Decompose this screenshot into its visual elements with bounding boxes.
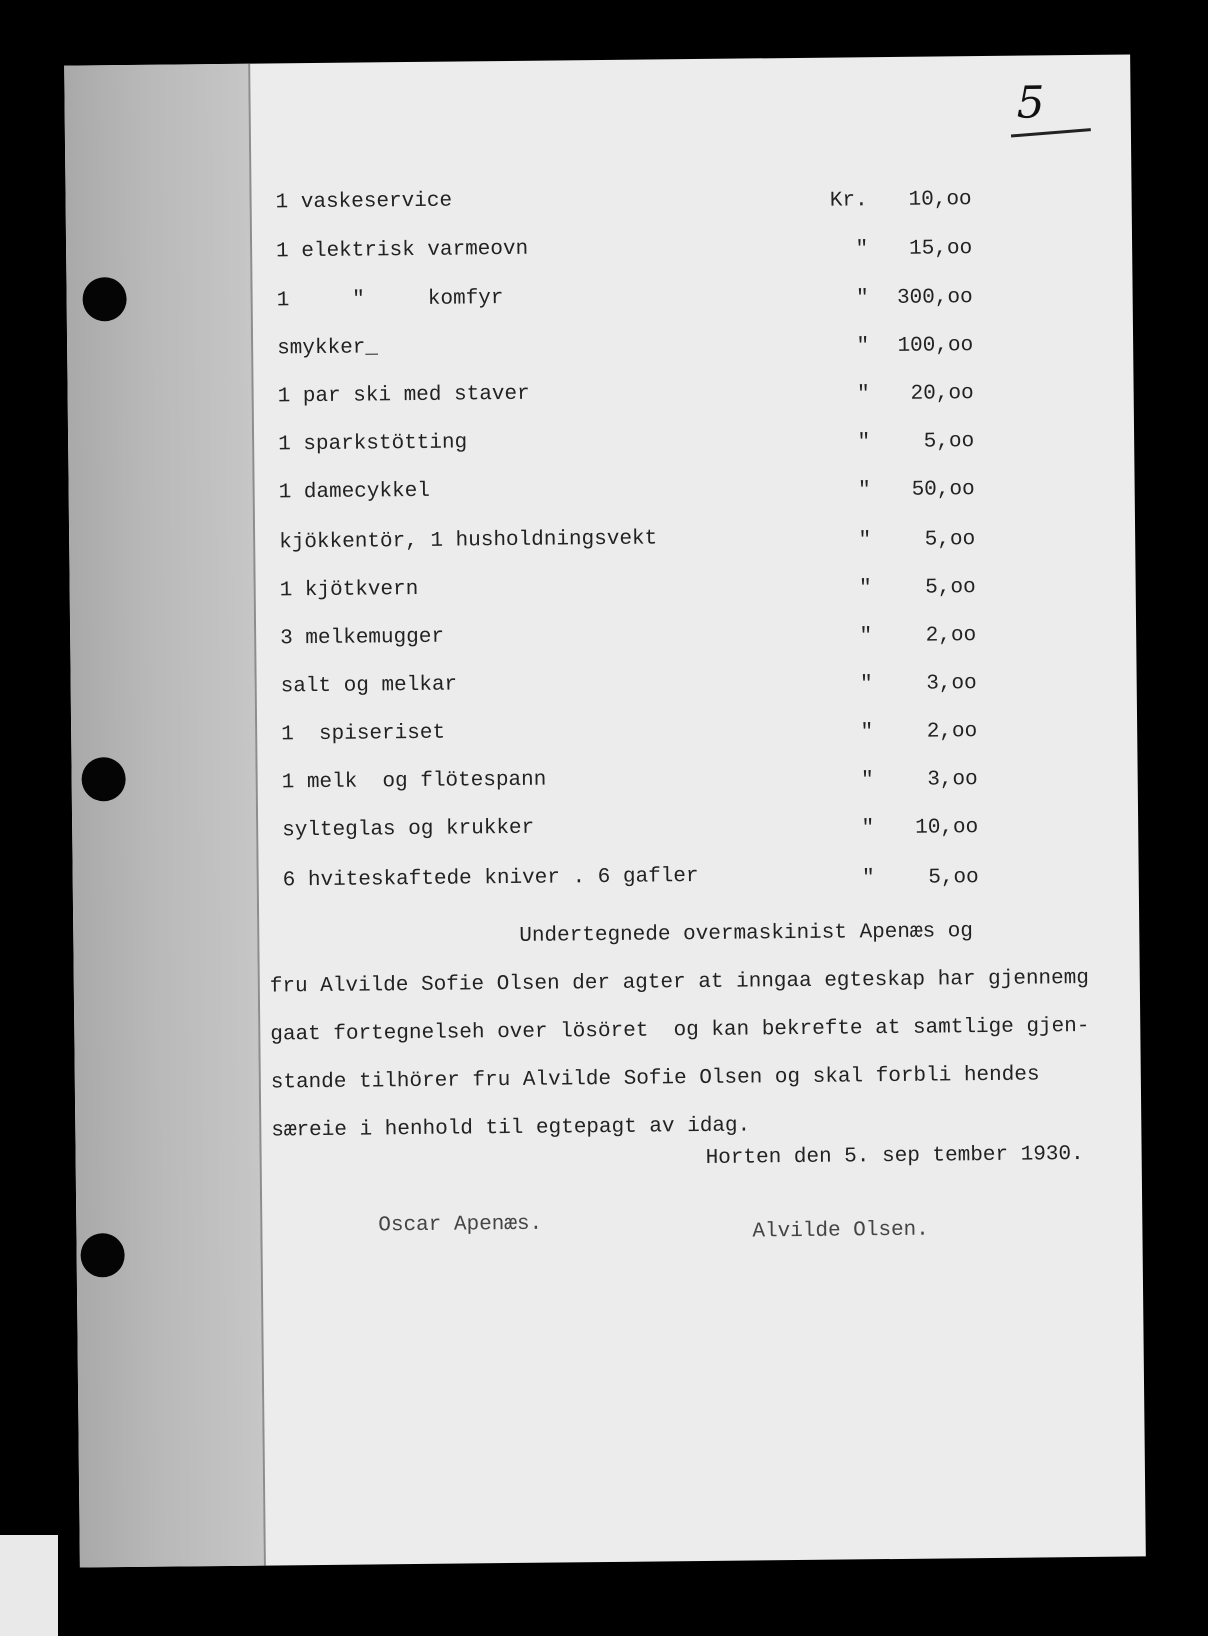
list-item [69, 468, 1135, 519]
list-item [67, 324, 1133, 375]
item-description: 1 damecykkel [278, 479, 430, 505]
signature-alvilde-olsen: Alvilde Olsen. [752, 1218, 929, 1244]
item-description: 1 kjötkvern [279, 577, 419, 603]
list-item [68, 420, 1134, 471]
document-page [64, 54, 1146, 1567]
item-amount: 300,oo [896, 286, 973, 310]
item-currency: " [855, 238, 869, 262]
item-currency: " [860, 721, 874, 745]
item-amount: 100,oo [897, 334, 974, 358]
declaration-paragraph [269, 907, 1101, 1156]
list-item [73, 856, 1139, 907]
item-amount: 2,oo [925, 624, 977, 648]
item-amount: 5,oo [924, 528, 976, 552]
item-amount: 5,oo [923, 430, 975, 454]
item-amount: 50,oo [911, 478, 975, 502]
list-item [71, 710, 1137, 761]
item-currency: " [857, 431, 871, 455]
item-description: 1 melk og flötespann [281, 768, 547, 795]
item-amount: 15,oo [908, 237, 973, 261]
item-description: 1 vaskeservice [275, 189, 453, 215]
declaration-line: gaat fortegnelseh over lösöret og kan bekrefte at samtlige gjen- [270, 1014, 1090, 1047]
list-item [66, 227, 1132, 278]
item-description: salt og melkar [280, 673, 458, 699]
item-currency: " [860, 769, 874, 793]
item-currency: Kr. [829, 189, 868, 213]
item-description: 1 par ski med staver [277, 382, 530, 409]
item-amount: 20,oo [910, 382, 974, 406]
item-currency: " [859, 625, 873, 649]
list-item [65, 178, 1131, 229]
item-currency: " [859, 673, 873, 697]
place-and-date: Horten den 5. sep tember 1930. [705, 1143, 1084, 1170]
item-currency: " [857, 479, 871, 503]
page-number: 5 [1016, 77, 1047, 129]
declaration-line: særeie i henhold til egtepagt av idag. [271, 1114, 751, 1143]
item-description: 1 elektrisk varmeovn [276, 237, 529, 264]
declaration-line: fru Alvilde Sofie Olsen der agter at inngaa egteskap har gjennemg [269, 966, 1090, 999]
item-description: 1 " komfyr [276, 287, 504, 313]
item-description: 1 sparkstötting [278, 431, 468, 457]
list-item [71, 662, 1137, 713]
item-amount: 3,oo [926, 672, 977, 696]
item-amount: 5,oo [925, 576, 976, 600]
item-currency: " [858, 529, 872, 553]
signature-oscar-apenaes: Oscar Apenæs. [378, 1212, 543, 1238]
item-description: smykker_ [277, 336, 379, 361]
scanner-edge-strip [0, 1535, 58, 1636]
list-item [67, 372, 1133, 423]
item-description: 6 hviteskaftede kniver . 6 gafler [282, 865, 699, 893]
item-currency: " [858, 577, 872, 601]
item-currency: " [856, 383, 870, 407]
item-currency: " [855, 287, 869, 311]
item-currency: " [861, 817, 875, 841]
item-description: sylteglas og krukker [282, 816, 535, 843]
item-description: kjökkentör, 1 husholdningsvekt [279, 527, 658, 555]
item-amount: 10,oo [908, 188, 972, 212]
list-item [72, 806, 1138, 857]
item-amount: 2,oo [926, 720, 978, 744]
item-currency: " [856, 335, 870, 359]
item-amount: 3,oo [927, 768, 978, 792]
item-description: 3 melkemugger [280, 625, 445, 651]
item-amount: 5,oo [928, 866, 979, 890]
inventory-list [64, 54, 1146, 1567]
list-item [69, 518, 1135, 569]
list-item [72, 758, 1138, 809]
item-amount: 10,oo [915, 816, 979, 840]
item-description: 1 spiseriset [281, 721, 446, 747]
list-item [70, 614, 1136, 665]
declaration-line: stande tilhörer fru Alvilde Sofie Olsen og skal forbli hendes [270, 1063, 1040, 1095]
list-item [70, 566, 1136, 617]
list-item [66, 276, 1132, 327]
item-currency: " [861, 867, 875, 891]
declaration-line: Undertegnede overmaskinist Apenæs og [519, 920, 974, 948]
